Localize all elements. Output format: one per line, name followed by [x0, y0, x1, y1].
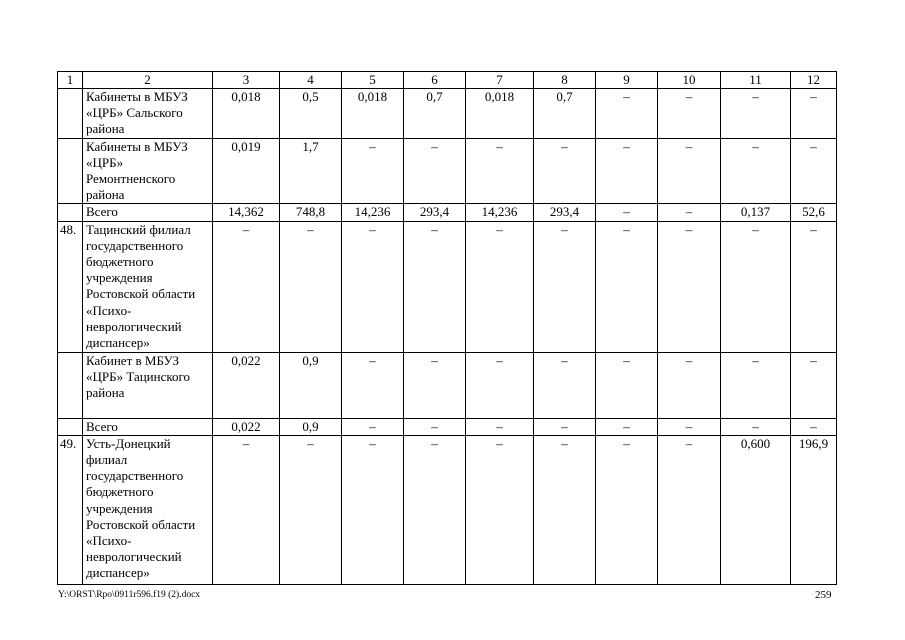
- table-cell: –: [213, 435, 280, 584]
- table-cell: –: [658, 435, 721, 584]
- table-cell: –: [342, 435, 404, 584]
- table-row: [58, 138, 837, 204]
- table-cell: 0,019: [213, 138, 280, 204]
- table-cell: –: [404, 418, 466, 435]
- page-number: 259: [815, 589, 832, 601]
- table-cell: 0,7: [404, 89, 466, 139]
- header-cell: 4: [280, 72, 342, 89]
- table-cell: –: [280, 435, 342, 584]
- table-cell: –: [534, 418, 596, 435]
- table-cell: –: [791, 352, 837, 418]
- table-cell: –: [534, 221, 596, 352]
- header-cell: 1: [58, 72, 83, 89]
- table-cell: 14,362: [213, 204, 280, 221]
- header-cell: 9: [596, 72, 658, 89]
- table-cell: –: [721, 352, 791, 418]
- table-cell: –: [280, 221, 342, 352]
- header-cell: 2: [83, 72, 213, 89]
- table-header-row: [58, 72, 837, 89]
- table-cell: –: [596, 435, 658, 584]
- table-cell: –: [658, 221, 721, 352]
- table-cell: –: [721, 221, 791, 352]
- table-cell: –: [658, 89, 721, 139]
- table-cell: 52,6: [791, 204, 837, 221]
- row-index-cell: [58, 352, 83, 418]
- table-cell: –: [404, 221, 466, 352]
- table-cell: 1,7: [280, 138, 342, 204]
- row-index-cell: [58, 138, 83, 204]
- header-cell: 11: [721, 72, 791, 89]
- table-cell: 0,137: [721, 204, 791, 221]
- table-cell: –: [596, 204, 658, 221]
- table-cell: 14,236: [342, 204, 404, 221]
- table-cell: 196,9: [791, 435, 837, 584]
- table-cell: –: [466, 418, 534, 435]
- row-index-cell: [58, 418, 83, 435]
- row-index-cell: 49.: [58, 435, 83, 584]
- table-cell: –: [534, 352, 596, 418]
- row-index-cell: [58, 204, 83, 221]
- table-cell: –: [658, 138, 721, 204]
- table-row: [58, 352, 837, 418]
- table-row-total: [58, 418, 837, 435]
- table-cell: –: [342, 418, 404, 435]
- table-cell: –: [791, 138, 837, 204]
- row-name-cell: Кабинеты в МБУЗ «ЦРБ» Сальского района: [83, 89, 213, 139]
- table-cell: 293,4: [534, 204, 596, 221]
- table-cell: 0,5: [280, 89, 342, 139]
- table-cell: –: [466, 352, 534, 418]
- table-cell: –: [534, 138, 596, 204]
- table-cell: –: [721, 138, 791, 204]
- table-cell: –: [721, 418, 791, 435]
- header-cell: 6: [404, 72, 466, 89]
- table-cell: –: [596, 418, 658, 435]
- table-row-total: [58, 204, 837, 221]
- table-cell: 0,018: [213, 89, 280, 139]
- table-cell: –: [596, 89, 658, 139]
- table-cell: 0,9: [280, 352, 342, 418]
- table-cell: –: [596, 352, 658, 418]
- header-cell: 5: [342, 72, 404, 89]
- table-cell: –: [404, 352, 466, 418]
- table-row: [58, 221, 837, 352]
- table-cell: 0,600: [721, 435, 791, 584]
- table-cell: –: [466, 138, 534, 204]
- row-name-cell: Всего: [83, 204, 213, 221]
- table-row: [58, 89, 837, 139]
- table-cell: –: [466, 435, 534, 584]
- table-cell: –: [466, 221, 534, 352]
- row-name-cell: Кабинеты в МБУЗ «ЦРБ» Ремонтненского района: [83, 138, 213, 204]
- table-cell: –: [596, 221, 658, 352]
- table-row: [58, 435, 837, 584]
- table-cell: 0,022: [213, 352, 280, 418]
- table-cell: –: [658, 204, 721, 221]
- table-cell: 14,236: [466, 204, 534, 221]
- footer-file-path: Y:\ORST\Rpo\0911r596.f19 (2).docx: [58, 590, 201, 600]
- table-cell: –: [404, 138, 466, 204]
- row-index-cell: [58, 89, 83, 139]
- table-cell: 0,018: [466, 89, 534, 139]
- table-cell: 748,8: [280, 204, 342, 221]
- row-name-cell: Всего: [83, 418, 213, 435]
- table-cell: –: [791, 418, 837, 435]
- table-cell: –: [534, 435, 596, 584]
- table-cell: –: [721, 89, 791, 139]
- header-cell: 12: [791, 72, 837, 89]
- table-cell: –: [404, 435, 466, 584]
- header-cell: 8: [534, 72, 596, 89]
- row-name-cell: Усть-Донецкий филиал государственного бюджетного учреждения Ростовской области «Психо-неврологический диспансер»: [83, 435, 213, 584]
- header-cell: 7: [466, 72, 534, 89]
- table-cell: –: [791, 89, 837, 139]
- table-cell: –: [658, 418, 721, 435]
- table-cell: –: [342, 221, 404, 352]
- table-cell: 293,4: [404, 204, 466, 221]
- header-cell: 10: [658, 72, 721, 89]
- table-cell: –: [342, 138, 404, 204]
- row-name-cell: Тацинский филиал государственного бюджетного учреждения Ростовской области «Психо-неврологический диспансер»: [83, 221, 213, 352]
- table-cell: –: [342, 352, 404, 418]
- table-cell: –: [791, 221, 837, 352]
- table-cell: –: [658, 352, 721, 418]
- table-cell: 0,9: [280, 418, 342, 435]
- header-cell: 3: [213, 72, 280, 89]
- row-index-cell: 48.: [58, 221, 83, 352]
- table-cell: 0,7: [534, 89, 596, 139]
- data-table: [57, 71, 837, 585]
- table-cell: 0,022: [213, 418, 280, 435]
- table-cell: –: [213, 221, 280, 352]
- row-name-cell: Кабинет в МБУЗ «ЦРБ» Тацинского района: [83, 352, 213, 418]
- table-cell: 0,018: [342, 89, 404, 139]
- table-cell: –: [596, 138, 658, 204]
